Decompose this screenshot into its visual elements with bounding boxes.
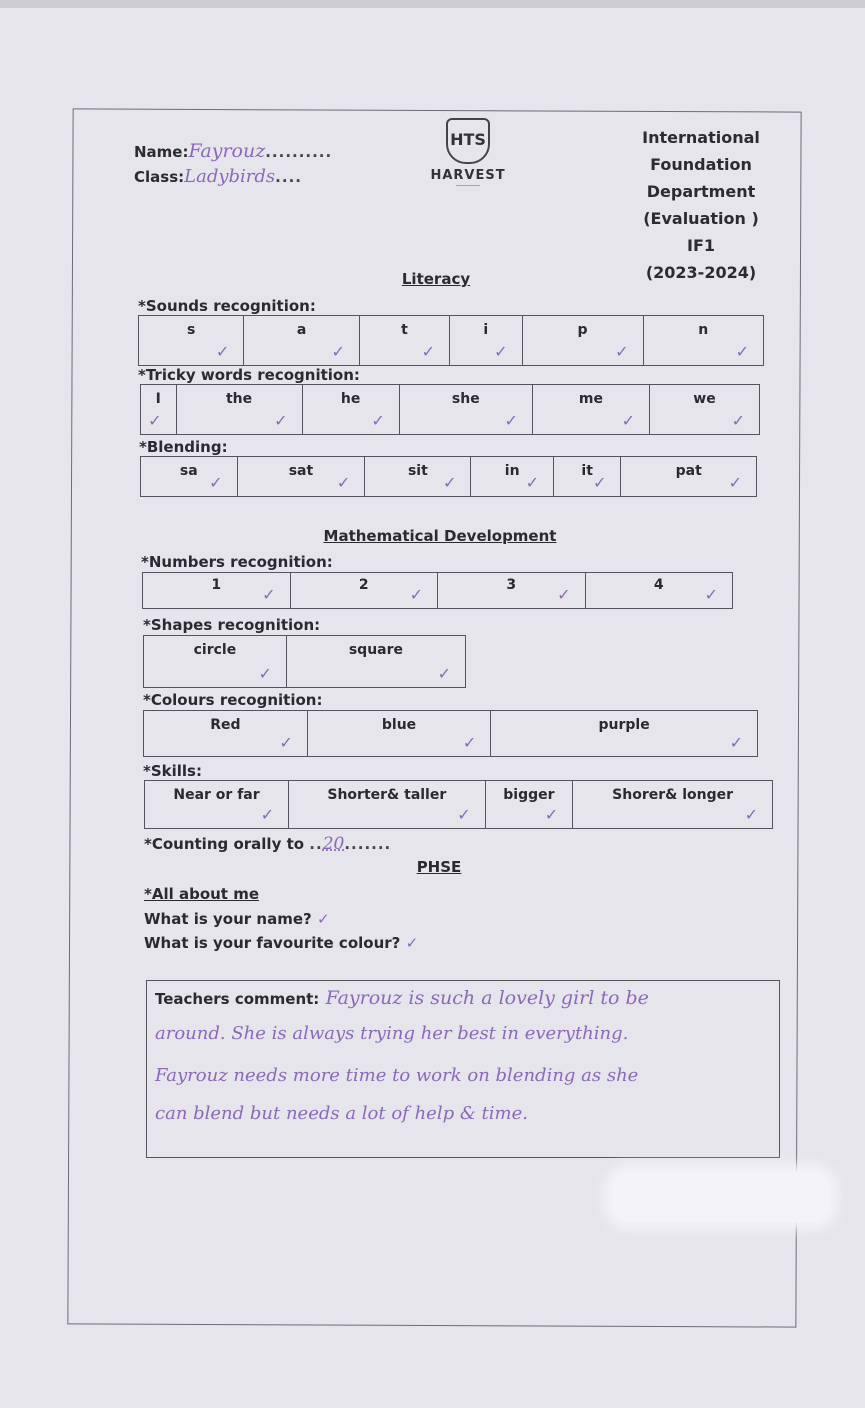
tick-icon: ✓	[457, 805, 471, 824]
tick-icon: ✓	[443, 473, 457, 492]
blending-cell	[621, 457, 757, 497]
number-cell	[438, 573, 586, 609]
sound-cell	[643, 316, 763, 366]
colour-name: purple	[598, 717, 650, 733]
logo-shield-icon: HTS	[446, 118, 490, 164]
sounds-label: *Sounds recognition:	[138, 297, 316, 315]
logo-name: HARVEST	[430, 168, 506, 183]
comment-line-4: can blend but needs a lot of help & time.	[155, 1103, 528, 1124]
shapes-label: *Shapes recognition:	[143, 616, 321, 634]
tick-icon: ✓	[331, 342, 345, 361]
tick-icon: ✓	[258, 664, 272, 683]
skill-cell	[573, 781, 773, 829]
blending-word: sa	[179, 463, 198, 479]
tricky-word: I	[155, 391, 161, 407]
number-value: 4	[653, 577, 664, 593]
blending-table	[140, 456, 757, 497]
name-label: Name:	[134, 143, 189, 161]
tick-icon: ✓	[525, 473, 539, 492]
colours-table	[143, 710, 758, 757]
tick-icon: ✓	[437, 664, 451, 683]
shape-name: circle	[193, 642, 237, 658]
tick-icon: ✓	[316, 910, 330, 928]
skill-name: Shorer& longer	[612, 787, 734, 803]
colour-name: blue	[381, 717, 417, 733]
comment-label: Teachers comment:	[155, 990, 320, 1008]
name-row	[134, 140, 332, 162]
sound-letter: a	[296, 322, 307, 338]
name-dots: ..........	[265, 143, 333, 161]
skill-name: bigger	[503, 787, 555, 803]
shape-cell	[144, 636, 287, 688]
blending-cell	[141, 457, 238, 497]
tricky-cell	[302, 385, 399, 435]
tick-icon: ✓	[504, 411, 518, 430]
tick-icon: ✓	[728, 473, 742, 492]
colour-cell	[144, 711, 308, 757]
tricky-cell	[399, 385, 532, 435]
skills-table	[144, 780, 773, 829]
skill-name: Near or far	[173, 787, 260, 803]
skill-cell	[145, 781, 289, 829]
tick-icon: ✓	[729, 733, 743, 752]
name-value: Fayrouz	[188, 140, 266, 162]
counting-label: *Counting orally to	[144, 835, 305, 853]
tricky-word: she	[451, 391, 480, 407]
about-me-label: *All about me	[144, 885, 259, 903]
counting-dots: ..	[309, 835, 323, 853]
shape-cell	[286, 636, 465, 688]
comment-text: Fayrouz is such a lovely girl to be	[325, 987, 649, 1009]
tricky-cell	[141, 385, 177, 435]
tricky-word: we	[693, 391, 716, 407]
colour-name: Red	[210, 717, 241, 733]
blending-cell	[365, 457, 471, 497]
tricky-cell	[176, 385, 302, 435]
blending-word: it	[581, 463, 593, 479]
question-name-text: What is your name?	[144, 910, 312, 928]
number-cell	[143, 573, 291, 609]
skill-cell	[485, 781, 573, 829]
sound-letter: t	[401, 322, 408, 338]
tick-icon: ✓	[148, 411, 162, 430]
number-cell	[585, 573, 733, 609]
blending-cell	[237, 457, 365, 497]
colour-cell	[307, 711, 490, 757]
tick-icon: ✓	[405, 934, 419, 952]
sound-cell	[244, 316, 360, 366]
dept-line: (Evaluation )	[643, 209, 759, 228]
question-colour-text: What is your favourite colour?	[144, 934, 401, 952]
counting-row	[144, 834, 391, 854]
sound-cell	[139, 316, 244, 366]
counting-dots-end: .......	[344, 835, 392, 853]
phse-title: PHSE	[416, 858, 462, 876]
tick-icon: ✓	[209, 473, 223, 492]
tick-icon: ✓	[260, 805, 275, 824]
number-cell	[290, 573, 438, 609]
tick-icon: ✓	[336, 473, 351, 492]
tricky-table	[140, 384, 760, 435]
blending-word: sit	[407, 463, 428, 479]
tick-icon: ✓	[279, 733, 293, 752]
redacted-signature	[612, 1172, 830, 1222]
tick-icon: ✓	[615, 342, 629, 361]
tick-icon: ✓	[544, 805, 559, 824]
skills-label: *Skills:	[143, 762, 202, 780]
sound-letter: s	[186, 322, 196, 338]
dept-line: IF1	[686, 236, 715, 255]
tick-icon: ✓	[704, 585, 718, 604]
tricky-cell	[532, 385, 649, 435]
numbers-label: *Numbers recognition:	[141, 553, 333, 571]
tick-icon: ✓	[462, 733, 477, 752]
colour-cell	[491, 711, 758, 757]
tick-icon: ✓	[557, 585, 571, 604]
tick-icon: ✓	[592, 473, 607, 492]
sound-letter: p	[577, 322, 588, 338]
class-value: Ladybirds	[184, 166, 276, 187]
comment-line-1	[155, 985, 649, 1009]
tick-icon: ✓	[735, 342, 749, 361]
blending-cell	[553, 457, 620, 497]
tick-icon: ✓	[215, 342, 230, 361]
tricky-word: the	[225, 391, 253, 407]
sounds-table	[138, 315, 764, 366]
tick-icon: ✓	[262, 585, 276, 604]
blending-word: sat	[288, 463, 314, 479]
blending-cell	[471, 457, 554, 497]
tick-icon: ✓	[409, 585, 423, 604]
class-dots: ....	[275, 168, 302, 186]
sound-cell	[450, 316, 523, 366]
school-logo	[428, 118, 508, 189]
blending-label: *Blending:	[139, 438, 228, 456]
tick-icon: ✓	[371, 411, 385, 430]
blending-word: pat	[675, 463, 702, 479]
tricky-word: he	[340, 391, 361, 407]
maths-title: Mathematical Development	[323, 527, 557, 545]
logo-subtitle: ────────	[455, 183, 481, 189]
comment-line-2: around. She is always trying her best in everything.	[155, 1023, 629, 1044]
number-value: 3	[506, 577, 517, 593]
tick-icon: ✓	[421, 342, 436, 361]
tricky-word: me	[578, 391, 603, 407]
skill-cell	[289, 781, 486, 829]
tick-icon: ✓	[744, 805, 758, 824]
colours-label: *Colours recognition:	[143, 691, 323, 709]
tick-icon: ✓	[621, 411, 635, 430]
skill-name: Shorter& taller	[327, 787, 447, 803]
numbers-table	[142, 572, 733, 609]
shapes-table	[143, 635, 466, 688]
tick-icon: ✓	[494, 342, 508, 361]
counting-value: 20	[322, 834, 345, 854]
number-value: 1	[211, 577, 222, 593]
comment-line-3: Fayrouz needs more time to work on blending as she	[155, 1065, 639, 1086]
department-block	[590, 124, 812, 286]
sound-cell	[359, 316, 449, 366]
class-row	[134, 166, 302, 187]
literacy-title: Literacy	[401, 270, 471, 288]
tick-icon: ✓	[731, 411, 745, 430]
sound-letter: i	[483, 322, 489, 338]
dept-line: International Foundation	[642, 128, 760, 174]
blending-word: in	[504, 463, 520, 479]
question-name	[144, 910, 330, 928]
tick-icon: ✓	[274, 411, 288, 430]
question-colour	[144, 934, 418, 952]
dept-line: (2023-2024)	[645, 263, 757, 282]
dept-line: Department	[646, 182, 756, 201]
sound-letter: n	[698, 322, 709, 338]
class-label: Class:	[134, 168, 185, 186]
sound-cell	[522, 316, 643, 366]
teacher-comment-box	[146, 980, 780, 1158]
tricky-cell	[649, 385, 759, 435]
tricky-label: *Tricky words recognition:	[138, 366, 360, 384]
shape-name: square	[348, 642, 404, 658]
number-value: 2	[358, 577, 369, 593]
